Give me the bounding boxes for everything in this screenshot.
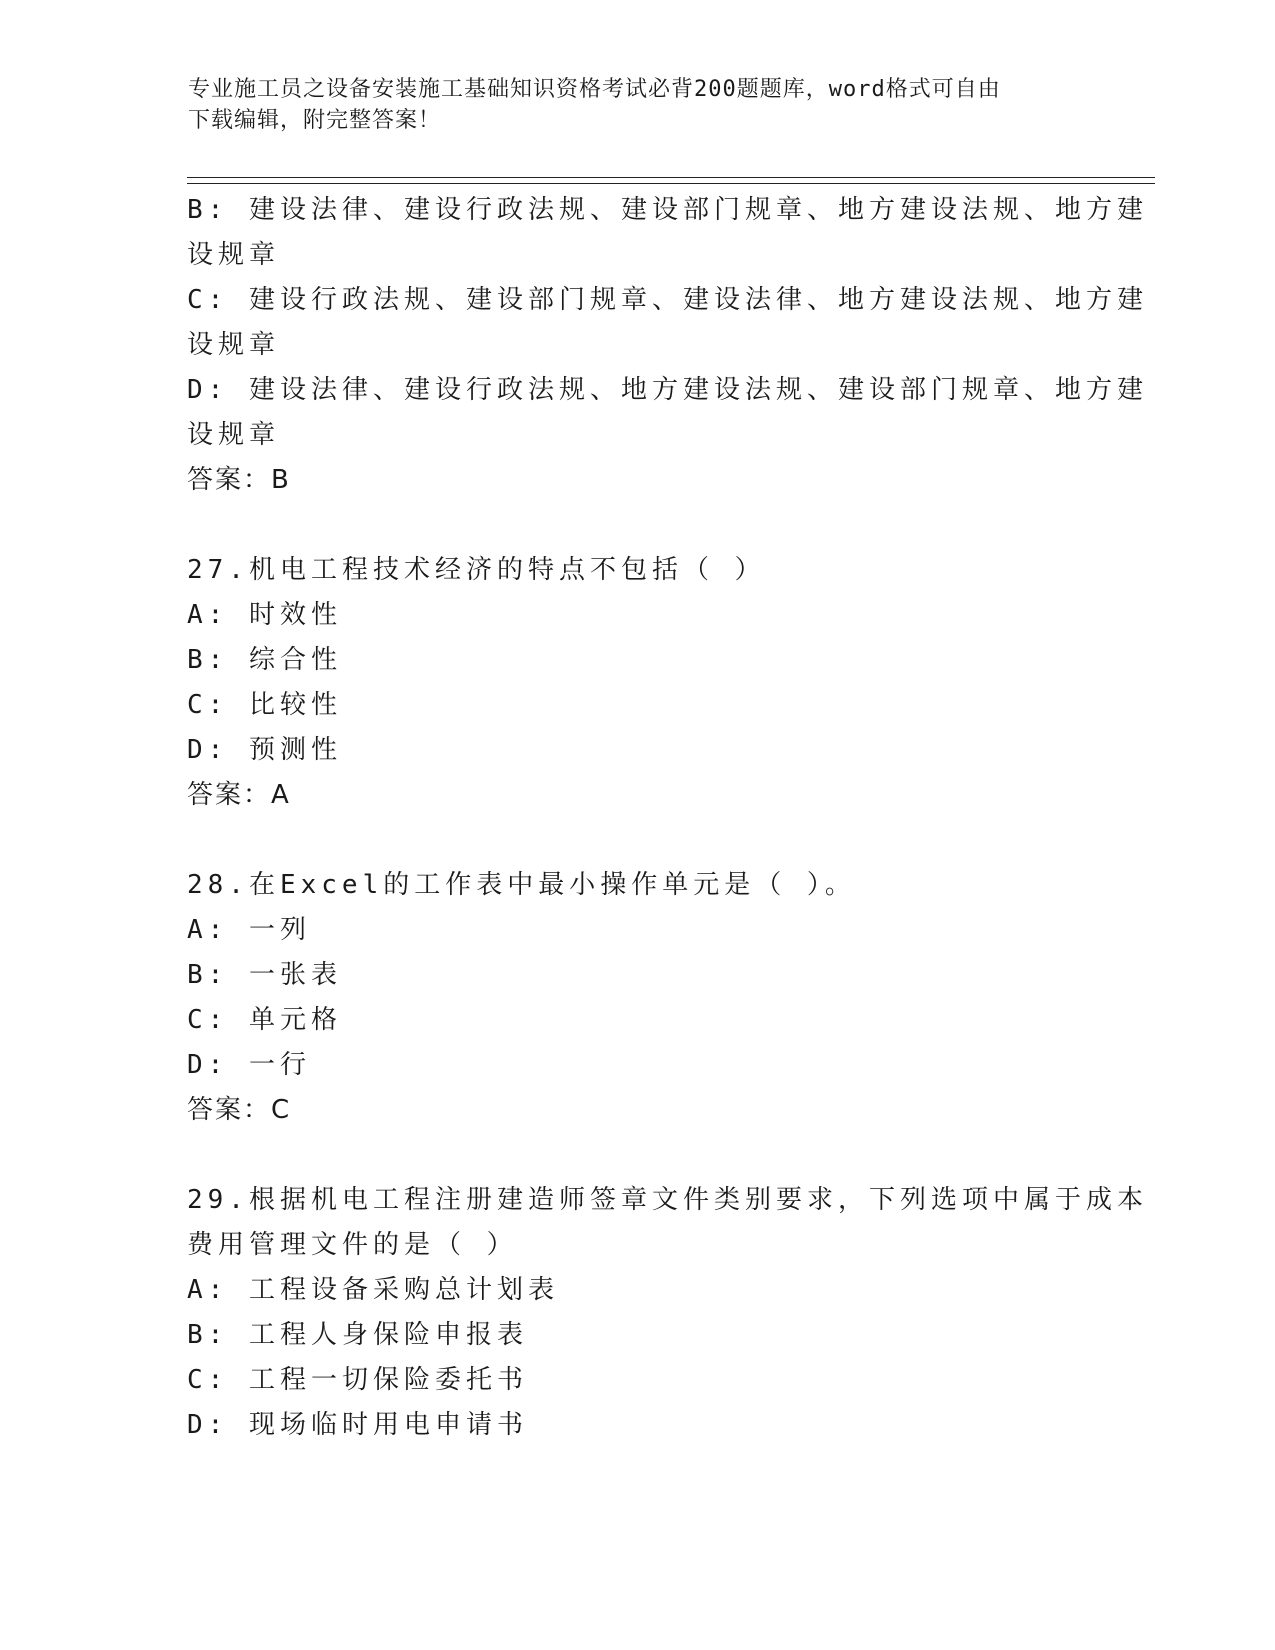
question-28-option-c: C: 单元格 — [187, 1005, 342, 1035]
question-content — [187, 188, 1148, 1448]
question-27-option-d: D: 预测性 — [187, 735, 342, 765]
question-28 — [187, 863, 1087, 1133]
question-28-option-b: B: 一张表 — [187, 960, 342, 990]
header-line-1: 专业施工员之设备安装施工基础知识资格考试必背200题题库，word格式可自由 — [188, 77, 1001, 102]
question-29-option-b: B: 工程人身保险申报表 — [187, 1320, 528, 1350]
question-27-option-b: B: 综合性 — [187, 645, 342, 675]
answer-27: 答案：A — [187, 780, 291, 810]
header-rule-top — [187, 177, 1155, 178]
question-29-stem-line-2: 费用管理文件的是（ ） — [187, 1230, 518, 1260]
option-d-line-1: D: 建设法律、建设行政法规、地方建设法规、建设部门规章、地方建 — [187, 375, 1148, 405]
question-28-option-a: A: 一列 — [187, 915, 311, 945]
question-27-option-a: A: 时效性 — [187, 600, 342, 630]
question-28-option-d: D: 一行 — [187, 1050, 311, 1080]
question-26-tail — [187, 188, 1148, 503]
spacer — [187, 818, 1087, 863]
option-c-line-2: 设规章 — [187, 330, 281, 360]
question-29-option-c: C: 工程一切保险委托书 — [187, 1365, 528, 1395]
option-b-line-2: 设规章 — [187, 240, 281, 270]
spacer — [187, 1133, 1087, 1178]
header-line-2: 下载编辑，附完整答案！ — [188, 108, 442, 133]
option-c-line-1: C: 建设行政法规、建设部门规章、建设法律、地方建设法规、地方建 — [187, 285, 1148, 315]
answer-28: 答案：C — [187, 1095, 292, 1125]
option-b-line-1: B: 建设法律、建设行政法规、建设部门规章、地方建设法规、地方建 — [187, 195, 1148, 225]
question-29-stem-line-1: 29.根据机电工程注册建造师签章文件类别要求，下列选项中属于成本 — [187, 1185, 1148, 1215]
answer-26: 答案：B — [187, 465, 291, 495]
question-29-option-a: A: 工程设备采购总计划表 — [187, 1275, 559, 1305]
question-28-stem: 28.在Excel的工作表中最小操作单元是（ ）。 — [187, 870, 856, 900]
document-header — [188, 74, 1068, 136]
question-27-option-c: C: 比较性 — [187, 690, 342, 720]
question-29 — [187, 1178, 1148, 1448]
option-d-line-2: 设规章 — [187, 420, 281, 450]
header-rule-bottom — [187, 183, 1155, 184]
question-27 — [187, 548, 1087, 818]
question-27-stem: 27.机电工程技术经济的特点不包括（ ） — [187, 555, 766, 585]
question-29-option-d: D: 现场临时用电申请书 — [187, 1410, 528, 1440]
spacer — [187, 503, 1087, 548]
